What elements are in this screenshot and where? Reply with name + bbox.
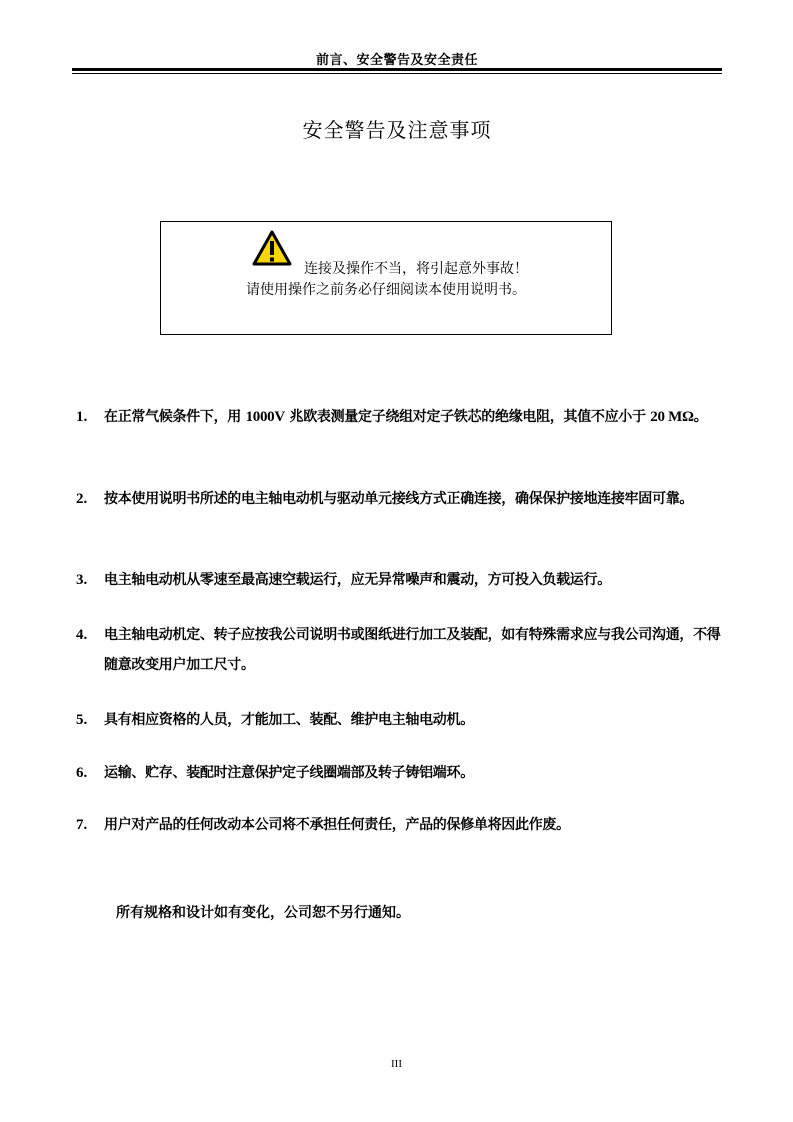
rule-text: 运输、贮存、装配时注意保护定子线圈端部及转子铸铝端环。 <box>104 765 474 781</box>
header-rule-thick <box>72 68 722 71</box>
warning-box <box>160 221 612 335</box>
rule-number: 6. <box>76 765 88 781</box>
rule-text-part: 兆欧表测量定子绕组对定子铁芯的绝缘电阻，其值不应小于 <box>284 409 651 425</box>
header-rule-thin <box>72 73 722 74</box>
rule-number: 4. <box>76 627 88 643</box>
rule-text: 具有相应资格的人员，才能加工、装配、维护电主轴电动机。 <box>104 712 474 728</box>
running-header: 前言、安全警告及安全责任 <box>315 53 478 68</box>
rule-value-resistance: 20 MΩ <box>650 409 694 425</box>
rule-text: 电主轴电动机定、转子应按我公司说明书或图纸进行加工及装配，如有特殊需求应与我公司沟通，不得随意改变用户加工尺寸。 <box>104 627 721 673</box>
page-number: III <box>391 1058 402 1070</box>
warning-line-2: 请使用操作之前务必仔细阅读本使用说明书。 <box>246 282 526 298</box>
rule-text: 用户对产品的任何改动本公司将不承担任何责任，产品的保修单将因此作废。 <box>104 817 570 833</box>
page-title: 安全警告及注意事项 <box>302 118 492 142</box>
rule-text <box>104 402 722 432</box>
rule-text-part: 在正常气候条件下，用 <box>104 409 246 425</box>
rule-value-voltage: 1000V <box>245 409 285 425</box>
rule-number: 1. <box>76 409 88 425</box>
rule-text-part: 。 <box>693 409 708 425</box>
change-notice: 所有规格和设计如有变化，公司恕不另行通知。 <box>116 905 410 921</box>
rule-text: 电主轴电动机从零速至最高速空载运行，应无异常噪声和震动，方可投入负载运行。 <box>104 572 611 588</box>
rule-number: 7. <box>76 817 88 833</box>
warning-triangle-icon <box>252 230 292 266</box>
rule-number: 3. <box>76 572 88 588</box>
rule-number: 5. <box>76 712 88 728</box>
rule-text: 按本使用说明书所述的电主轴电动机与驱动单元接线方式正确连接，确保保护接地连接牢固可靠。 <box>104 491 694 507</box>
warning-line-1: 连接及操作不当，将引起意外事故！ <box>304 261 528 277</box>
rule-number: 2. <box>76 491 88 507</box>
